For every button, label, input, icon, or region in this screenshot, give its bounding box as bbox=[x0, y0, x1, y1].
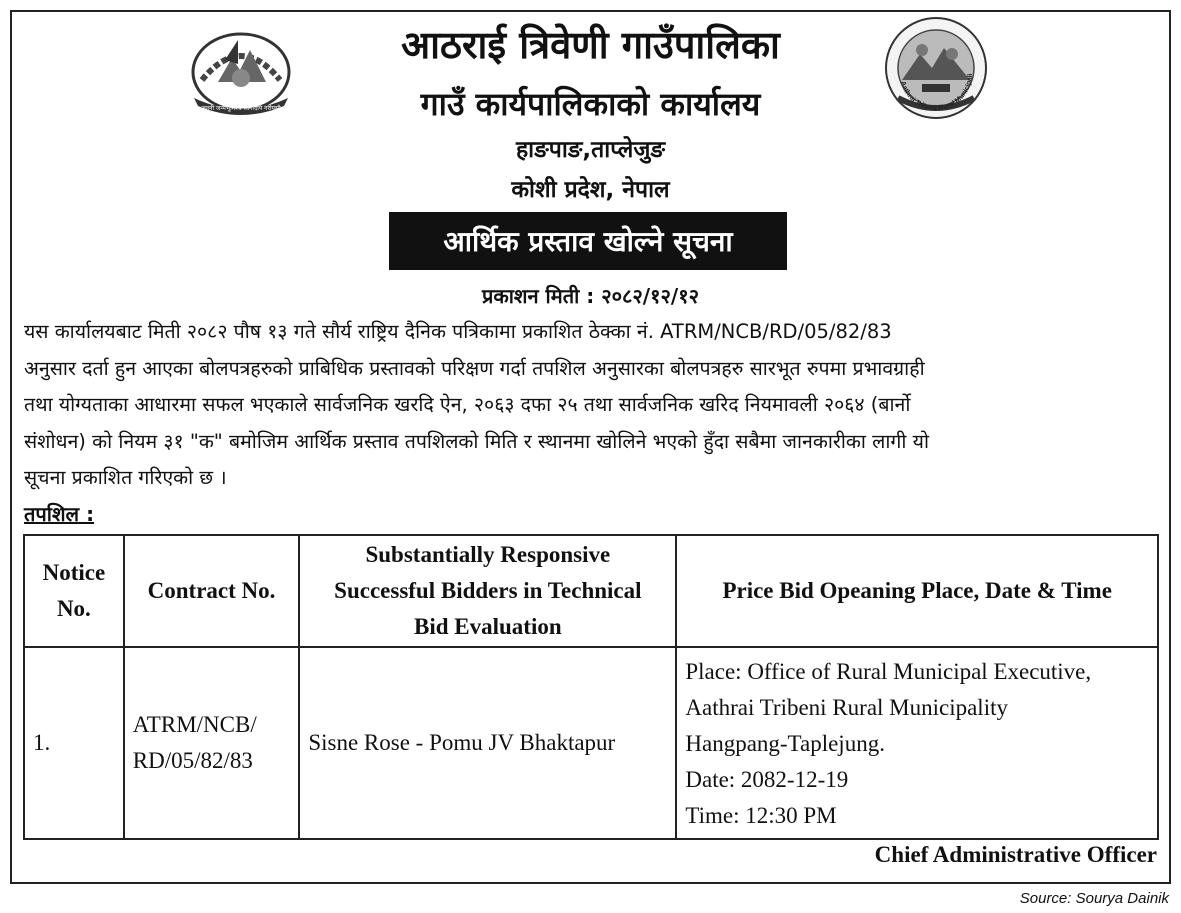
source-credit: Source: Sourya Dainik bbox=[1019, 890, 1169, 907]
place-line: Aathrai Tribeni Rural Municipality bbox=[685, 695, 1008, 720]
contract-no-line: RD/05/82/83 bbox=[132, 748, 253, 773]
table-row bbox=[24, 647, 1158, 839]
header-text: Substantially Responsive bbox=[365, 542, 611, 567]
signatory: Chief Administrative Officer bbox=[874, 842, 1157, 867]
schedule-label: तपशिल : bbox=[24, 502, 95, 526]
municipality-name: आठराई त्रिवेणी गाउँपालिका bbox=[401, 23, 780, 67]
body-line: अनुसार दर्ता हुन आएका बोलपत्रहरुको प्राबिधिक प्रस्तावको परिक्षण गर्दा तपशिल अनुसारका बोलपत्रहरु सारभूत रुपमा प्रभावग्राही bbox=[24, 356, 925, 380]
body-line: संशोधन) को नियम ३१ "क" बमोजिम आर्थिक प्रस्ताव तपशिलको मिति र स्थानमा खोलिने भएको हुँदा सबैमा जानकारीका लागी यो bbox=[24, 429, 930, 453]
body-line: सूचना प्रकाशित गरिएको छ । bbox=[24, 466, 227, 489]
header-contract-no bbox=[124, 535, 300, 647]
cell-contract-no bbox=[124, 647, 300, 839]
date-line: Date: 2082-12-19 bbox=[685, 767, 849, 792]
notice-title-banner bbox=[389, 212, 787, 270]
body-line: तथा योग्यताका आधारमा सफल भएकाले सार्वजनिक खरदि ऐन, २०६३ दफा २५ तथा सार्वजनिक खरिद नियमावली २०६४ (बार्नो bbox=[24, 393, 911, 416]
header-text: Contract No. bbox=[147, 578, 276, 603]
notice-title: आर्थिक प्रस्ताव खोल्ने सूचना bbox=[443, 225, 733, 258]
office-name: गाउँ कार्यपालिकाको कार्यालय bbox=[420, 85, 761, 123]
header-notice-no bbox=[24, 535, 124, 647]
header-place-date-time bbox=[676, 535, 1158, 647]
emblem-scroll-text: जननी जन्मभूमिश्च स्वर्गादपि गरीयसी bbox=[201, 105, 281, 112]
header-text: Price Bid Opeaning Place, Date & Time bbox=[722, 578, 1112, 603]
header-text: Successful Bidders in Technical bbox=[334, 578, 642, 603]
table-header-row bbox=[24, 535, 1158, 647]
notice-body bbox=[24, 314, 1158, 497]
time-line: Time: 12:30 PM bbox=[685, 803, 837, 828]
header-text: Bid Evaluation bbox=[414, 614, 562, 639]
cell-place-date-time bbox=[676, 647, 1158, 839]
address-line-1: हाङपाङ,ताप्लेजुङ bbox=[515, 137, 666, 163]
header-text: No. bbox=[56, 596, 91, 621]
place-line: Hangpang-Taplejung. bbox=[685, 731, 885, 756]
address-line-2: कोशी प्रदेश, नेपाल bbox=[511, 177, 670, 203]
place-line: Place: Office of Rural Municipal Executive, bbox=[685, 659, 1092, 684]
cell-bidder: Sisne Rose - Pomu JV Bhaktapur bbox=[299, 647, 676, 839]
header-text: Notice bbox=[42, 560, 106, 585]
cell-notice-no: 1. bbox=[24, 647, 124, 839]
seal-municipality-text: Aathrai Tribeni Rural Municipali bbox=[898, 73, 975, 113]
publish-date: प्रकाशन मिती : २०८२/१२/१२ bbox=[481, 284, 700, 308]
bid-schedule-table bbox=[23, 534, 1159, 840]
contract-no-line: ATRM/NCB/ bbox=[132, 712, 257, 737]
body-line: यस कार्यालयबाट मिती २०८२ पौष १३ गते सौर्य राष्ट्रिय दैनिक पत्रिकामा प्रकाशित ठेक्का नं. ATRM/NCB/RD/05/82/83 bbox=[24, 320, 892, 343]
header-bidders bbox=[299, 535, 676, 647]
